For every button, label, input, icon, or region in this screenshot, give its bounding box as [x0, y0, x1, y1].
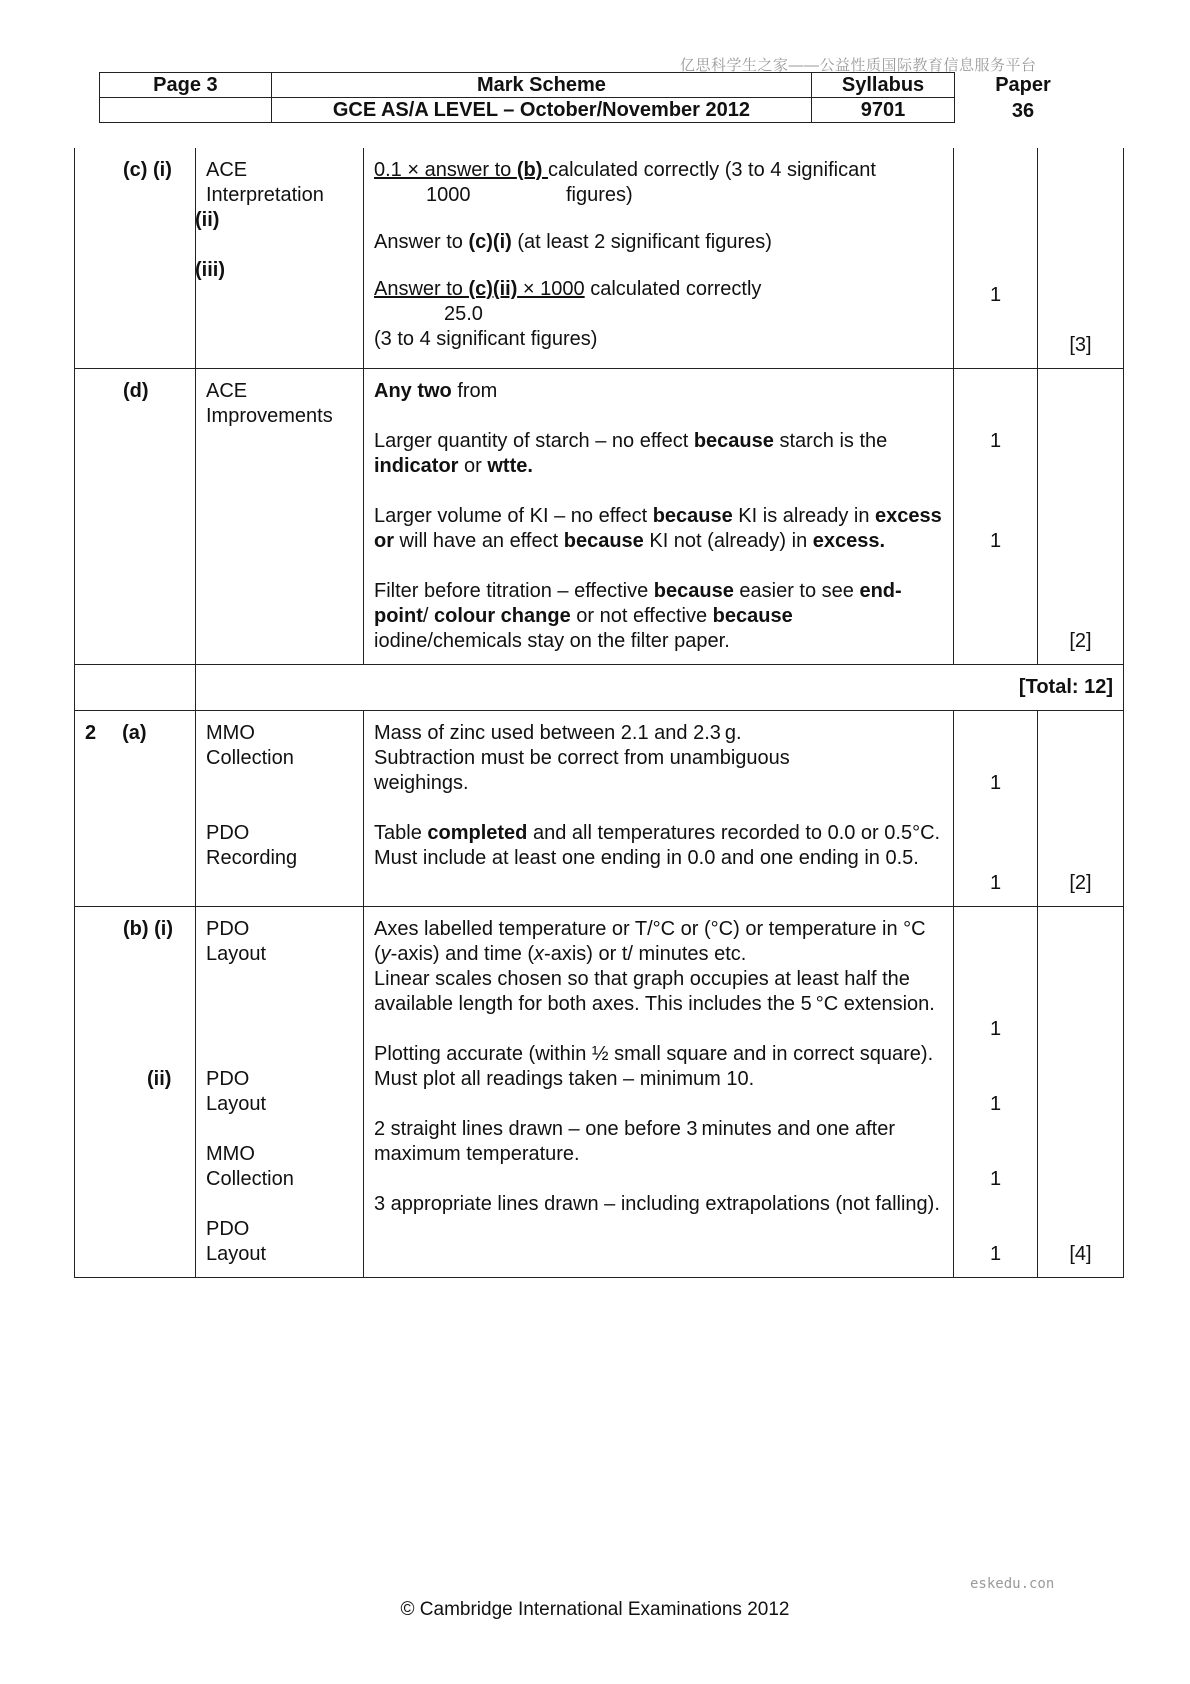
part-label: (iii) [195, 259, 225, 281]
mark-value: 1 [989, 430, 1002, 452]
answer-line: (3 to 4 significant figures) [374, 328, 598, 350]
skill-name: Layout [206, 943, 267, 965]
skill-name: Collection [206, 747, 294, 769]
answer-para: Plotting accurate (within ½ small square and in correct square). Must plot all readings taken – minimum 10. [374, 1043, 934, 1090]
answer-cell [364, 711, 954, 907]
answer-para: Larger quantity of starch – no effect because starch is the indicator or wtte. [374, 430, 888, 477]
answer-para: 3 appropriate lines drawn – including extrapolations (not falling). [374, 1193, 940, 1215]
answer-line: Mass of zinc used between 2.1 and 2.3 g. [374, 722, 742, 744]
syllabus-code: 9701 [812, 98, 955, 123]
answer-line: Answer to (c)(ii) × 1000 calculated correctly [374, 278, 762, 300]
question-cell [75, 907, 196, 1278]
question-cell [75, 711, 196, 907]
skill-cell [196, 907, 364, 1278]
answer-line: 1000 figures) [426, 184, 633, 206]
question-cell [75, 369, 196, 665]
answer-para: Linear scales chosen so that graph occupies at least half the available length for both axes. This includes the 5 °C extension. [374, 968, 935, 1015]
answer-para: Axes labelled temperature or T/°C or (°C) or temperature in °C (y-axis) and time (x-axis) or t/ minutes etc. [374, 918, 926, 965]
part-total: [2] [1069, 630, 1092, 652]
answer-line: 25.0 [444, 303, 483, 325]
question-label: (a) [122, 722, 147, 744]
total-cell [1038, 711, 1124, 907]
row-d [75, 369, 1124, 665]
blank-cell [75, 665, 196, 711]
mark-value: 1 [989, 530, 1002, 552]
answer-para: Larger volume of KI – no effect because KI is already in excess or will have an effect because KI not (already) in excess. [374, 505, 942, 552]
row-2a [75, 711, 1124, 907]
part-total: [2] [1069, 872, 1092, 894]
part-total: [4] [1069, 1243, 1092, 1265]
question-label: (b) [123, 918, 149, 940]
total-cell [1038, 907, 1124, 1278]
paper-box [953, 72, 1093, 124]
part-label: (ii) [147, 1068, 172, 1090]
answer-line: Subtraction must be correct from unambiguous weighings. [374, 747, 790, 794]
answer-line: 0.1 × answer to (b) calculated correctly (3 to 4 significant [374, 159, 876, 181]
part-label: (i) [154, 918, 173, 940]
part-label: (ii) [195, 209, 220, 231]
mark-value: 1 [989, 772, 1002, 794]
skill-code: PDO [206, 822, 250, 844]
row-total [75, 665, 1124, 711]
mark-cell [954, 711, 1038, 907]
skill-name: Layout [206, 1093, 267, 1115]
mark-value: 1 [989, 1093, 1002, 1115]
exam-name: GCE AS/A LEVEL – October/November 2012 [271, 98, 811, 123]
skill-cell [196, 369, 364, 665]
mark-value: 1 [989, 1168, 1002, 1190]
doc-title: Mark Scheme [271, 73, 811, 98]
syllabus-label: Syllabus [812, 73, 955, 98]
answer-para: Filter before titration – effective because easier to see end-point/ colour change or not effective because iodine/chemicals stay on the filter paper. [374, 580, 902, 652]
part-total: [3] [1069, 334, 1092, 356]
skill-name: Improvements [206, 405, 333, 427]
mark-value: 1 [989, 1018, 1002, 1040]
page-number: Page 3 [100, 73, 272, 98]
skill-code: PDO [206, 1068, 250, 1090]
part-label: (i) [153, 159, 172, 181]
question-number: 2 [85, 722, 97, 744]
total-cell [1038, 148, 1124, 369]
mark-scheme-table [74, 148, 1124, 1278]
mark-value: 1 [989, 872, 1002, 894]
answer-cell [364, 369, 954, 665]
mark-value: 1 [989, 284, 1002, 306]
answer-cell [364, 148, 954, 369]
answer-para: Table completed and all temperatures recorded to 0.0 or 0.5°C. Must include at least one ending in 0.0 and one ending in 0.5. [374, 822, 941, 869]
skill-code: MMO [206, 722, 255, 744]
blank-cell [100, 98, 272, 123]
skill-code: ACE [206, 159, 248, 181]
grand-total: [Total: 12] [196, 665, 1124, 711]
skill-name: Recording [206, 847, 298, 869]
answer-cell [364, 907, 954, 1278]
question-cell [75, 148, 225, 369]
paper-label: Paper [995, 74, 1051, 96]
copyright-footer: © Cambridge International Examinations 2012 [400, 1599, 790, 1620]
question-label: (d) [123, 380, 149, 402]
answer-line: Answer to (c)(i) (at least 2 significant figures) [374, 231, 772, 253]
row-c [75, 148, 1124, 369]
skill-code: PDO [206, 1218, 250, 1240]
skill-code: MMO [206, 1143, 255, 1165]
skill-name: Interpretation [206, 184, 324, 206]
answer-line: Any two from [374, 380, 498, 402]
mark-cell [954, 369, 1038, 665]
total-cell [1038, 369, 1124, 665]
skill-code: PDO [206, 918, 250, 940]
row-2b [75, 907, 1124, 1278]
mark-cell [954, 907, 1038, 1278]
mark-cell [954, 148, 1038, 369]
answer-para: 2 straight lines drawn – one before 3 minutes and one after maximum temperature. [374, 1118, 895, 1165]
paper-number: 36 [1011, 100, 1035, 122]
skill-cell [196, 711, 364, 907]
watermark-top: 亿思科学生之家——公益性质国际教育信息服务平台 [680, 57, 1037, 74]
skill-code: ACE [206, 380, 248, 402]
skill-name: Collection [206, 1168, 294, 1190]
watermark-bottom: eskedu.con [970, 1576, 1055, 1592]
question-label: (c) [123, 159, 148, 181]
skill-name: Layout [206, 1243, 267, 1265]
header-table [99, 72, 955, 123]
mark-value: 1 [989, 1243, 1002, 1265]
